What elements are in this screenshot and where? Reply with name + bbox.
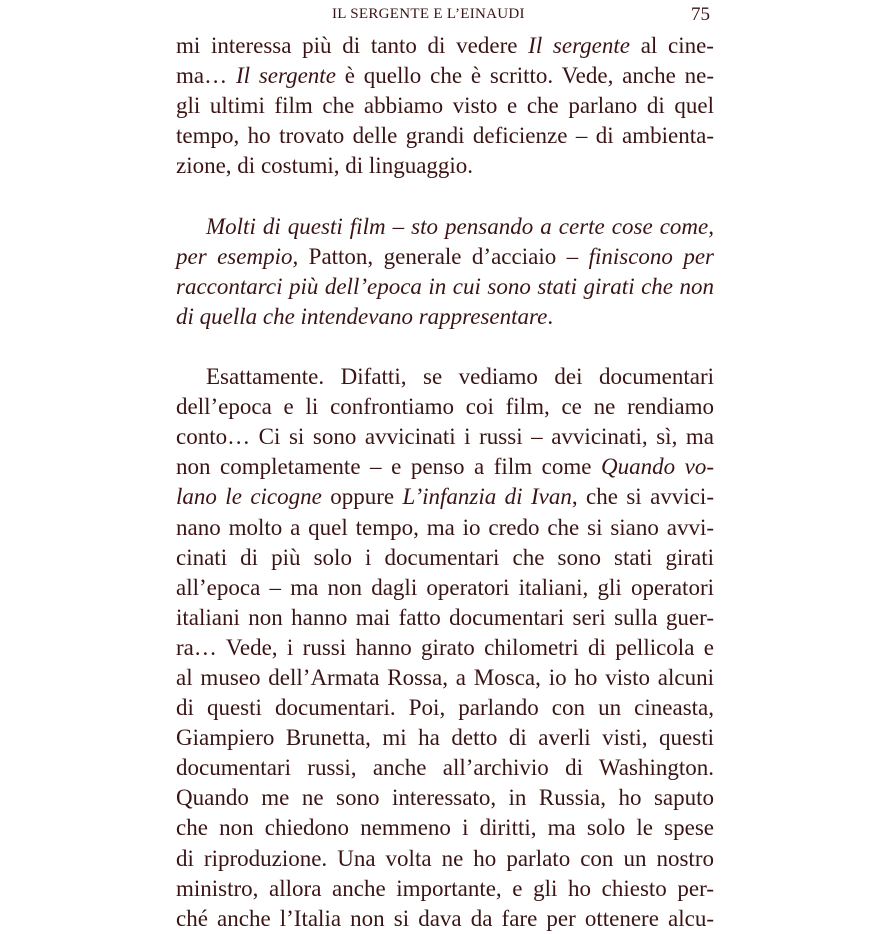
- text-line: Esattamente. Difatti, se vediamo dei documentari: [206, 364, 714, 390]
- text-line: di riproduzione. Una volta ne ho parlato con un nostro: [176, 845, 714, 871]
- paragraph-gap: [176, 332, 714, 362]
- text-line: documentari russi, anche all’archivio di Washington.: [176, 755, 714, 781]
- question-line: di quella che intendevano rappresentare.: [176, 303, 554, 329]
- text-line: di questi documentari. Poi, parlando con un cineasta,: [176, 695, 714, 721]
- text-line: non completamente – e penso a film come Quando vo-: [176, 454, 714, 480]
- text-line: Giampiero Brunetta, mi ha detto di averli visti, questi: [176, 725, 714, 751]
- question-line: Molti di questi film – sto pensando a certe cose come,: [206, 213, 714, 239]
- text-line: al museo dell’Armata Rossa, a Mosca, io ho visto alcuni: [176, 664, 714, 690]
- text-line: mi interessa più di tanto di vedere Il sergente al cine-: [176, 33, 714, 58]
- question-line: per esempio, Patton, generale d’acciaio – finiscono per: [176, 243, 715, 269]
- text-line: conto… Ci si sono avvicinati i russi – avvicinati, sì, ma: [176, 424, 714, 450]
- text-line: lano le cicogne oppure L’infanzia di Ivan, che si avvici-: [176, 484, 714, 510]
- text-line: dell’epoca e li confrontiamo coi film, ce ne rendiamo: [176, 394, 714, 420]
- body-text: [176, 31, 714, 934]
- paragraph-gap: [176, 181, 714, 211]
- question-line: raccontarci più dell’epoca in cui sono stati girati che non: [176, 273, 714, 299]
- page-number: 75: [691, 4, 710, 25]
- text-line: italiani non hanno mai fatto documentari seri sulla guer-: [176, 604, 714, 630]
- running-head: [176, 4, 714, 30]
- text-line: tempo, ho trovato delle grandi deficienze – di ambienta-: [176, 123, 714, 149]
- text-line: nano molto a quel tempo, ma io credo che si siano avvi-: [176, 514, 714, 540]
- text-line: che non chiedono nemmeno i diritti, ma solo le spese: [176, 815, 714, 841]
- running-title: IL SERGENTE E L’EINAUDI: [332, 6, 525, 22]
- text-line: gli ultimi film che abbiamo visto e che parlano di quel: [176, 93, 714, 119]
- text-line: zione, di costumi, di linguaggio.: [176, 153, 474, 179]
- text-line: all’epoca – ma non dagli operatori italiani, gli operatori: [176, 574, 714, 600]
- text-line: ma… Il sergente è quello che è scritto. Vede, anche ne-: [176, 63, 714, 89]
- text-line: ra… Vede, i russi hanno girato chilometri di pellicola e: [176, 634, 714, 660]
- text-line: cinati di più solo i documentari che sono stati girati: [176, 544, 714, 570]
- text-line: Quando me ne sono interessato, in Russia, ho saputo: [176, 785, 714, 811]
- text-line: ministro, allora anche importante, e gli ho chiesto per-: [176, 875, 714, 901]
- text-line: ché anche l’Italia non si dava da fare per ottenere alcu-: [176, 905, 714, 931]
